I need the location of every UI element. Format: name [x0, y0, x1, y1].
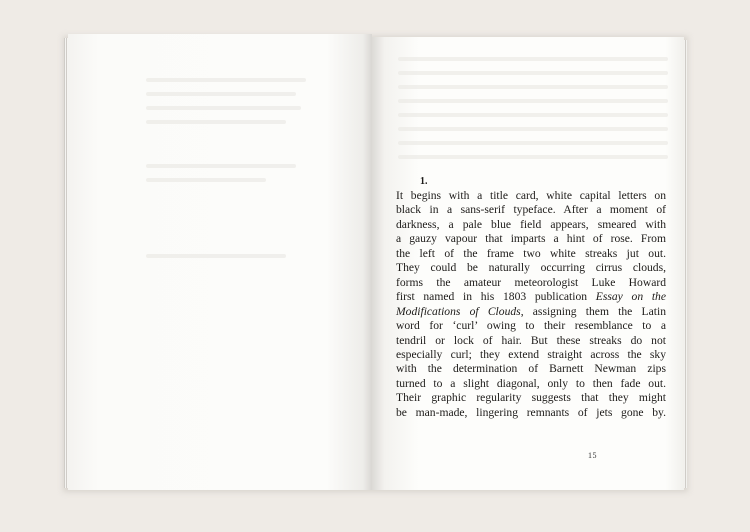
- show-through-text: [398, 85, 668, 89]
- text-line: Their graphic regularity suggests that they might: [396, 391, 666, 405]
- left-page: [68, 34, 372, 490]
- page-number: 15: [588, 451, 597, 460]
- text-line: black in a sans-serif typeface. After a moment of: [396, 203, 666, 217]
- show-through-text: [146, 120, 286, 124]
- text-line: with the determination of Barnett Newman zips: [396, 362, 666, 376]
- book-title-italic: Modifications of Clouds: [396, 304, 521, 318]
- page-edges-right: [684, 40, 687, 488]
- show-through-text: [146, 106, 301, 110]
- section-number: 1.: [420, 176, 428, 187]
- body-text: [396, 175, 666, 420]
- show-through-text: [398, 57, 668, 61]
- text-line: be man-made, lingering remnants of jets gone by.: [396, 405, 666, 419]
- text-line: especially curl; they extend straight across the sky: [396, 347, 666, 361]
- text-line: [396, 305, 666, 319]
- text-line: tendril or lock of hair. But these streaks do not: [396, 333, 666, 347]
- show-through-text: [398, 155, 668, 159]
- text-line: [396, 290, 666, 304]
- text-line: a gauzy vapour that imparts a hint of rose. From: [396, 232, 666, 246]
- show-through-text: [398, 127, 668, 131]
- text-line: turned to a slight diagonal, only to then fade out.: [396, 376, 666, 390]
- text-line: forms the amateur meteorologist Luke Howard: [396, 275, 666, 289]
- text-segment: , assigning them the Latin: [520, 304, 666, 318]
- show-through-text: [398, 71, 668, 75]
- text-line: darkness, a pale blue field appears, smeared with: [396, 217, 666, 231]
- text-line: word for ‘curl’ owing to their resemblance to a: [396, 319, 666, 333]
- show-through-text: [146, 92, 296, 96]
- text-segment: first named in his 1803 publication: [396, 290, 596, 304]
- show-through-text: [398, 113, 668, 117]
- show-through-text: [398, 99, 668, 103]
- show-through-text: [146, 78, 306, 82]
- show-through-text: [398, 141, 668, 145]
- book-title-italic: Essay on the: [595, 290, 666, 304]
- show-through-text: [146, 164, 296, 168]
- text-line: It begins with a title card, white capital letters on: [396, 189, 666, 202]
- show-through-text: [146, 178, 266, 182]
- text-line: They could be naturally occurring cirrus clouds,: [396, 261, 666, 275]
- text-line: the left of the frame two white streaks jut out.: [396, 246, 666, 260]
- show-through-text: [146, 254, 286, 258]
